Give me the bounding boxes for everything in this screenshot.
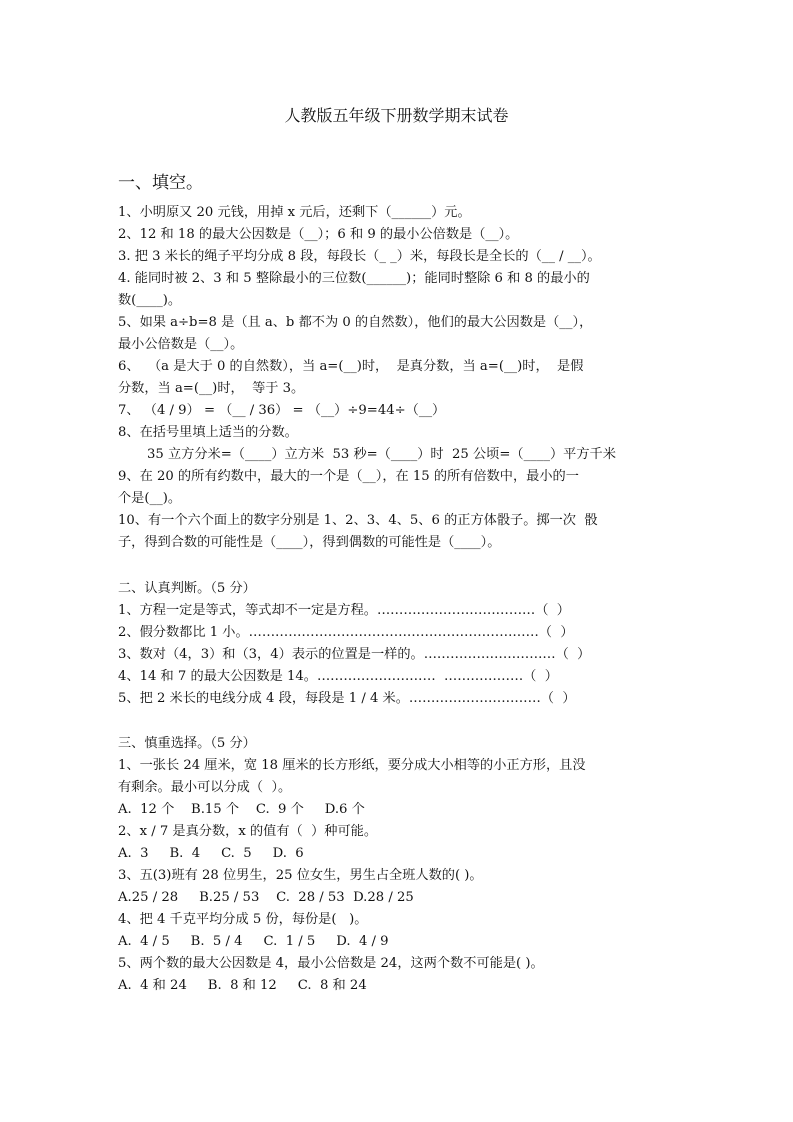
s1-line-5: 数(____)。 [118,293,182,308]
s3-line-11: A. 4 和 24 B. 8 和 12 C. 8 和 24 [118,978,367,993]
s1-line-11: 8、在括号里填上适当的分数。 [118,425,298,440]
s1-line-2: 2、12 和 18 的最大公因数是（__）；6 和 9 的最小公倍数是（__）。 [118,227,519,242]
section-3-heading: 三、慎重选择。（5 分） [118,736,256,751]
s1-line-1: 1、小明原又 20 元钱，用掉 x 元后，还剩下（______）元。 [118,205,471,220]
s3-line-1: 1、一张长 24 厘米，宽 18 厘米的长方形纸，要分成大小相等的小正方形，且没 [118,758,586,773]
s3-line-3: A. 12 个 B.15 个 C. 9 个 D.6 个 [118,802,365,817]
s3-line-5: A. 3 B. 4 C. 5 D. 6 [118,846,304,861]
s2-line-5: 5、把 2 米长的电线分成 4 段，每段是 1 / 4 米。…………………………（ ） [118,691,576,706]
s1-line-15: 10、有一个六个面上的数字分别是 1、2、3、4、5、6 的正方体骰子。掷一次 骰 [118,513,598,528]
s1-line-4: 4. 能同时被 2、3 和 5 整除最小的三位数(______)；能同时整除 6 和 8 的最小的 [118,271,590,286]
s2-line-4: 4、14 和 7 的最大公因数是 14。……………………… ………………（ ） [118,669,558,684]
s2-line-1: 1、方程一定是等式，等式却不一定是方程。………………………………（ ） [118,603,570,618]
section-1-heading: 一、填空。 [118,173,203,193]
s1-line-12: 35 立方分米=（____）立方米 53 秒=（____）时 25 公顷=（____）平方千米 [147,447,616,462]
s3-line-6: 3、五(3)班有 28 位男生，25 位女生，男生占全班人数的( )。 [118,868,483,883]
s3-line-2: 有剩余。最小可以分成（ ）。 [118,780,292,795]
s1-line-14: 个是(__)。 [118,491,182,506]
s1-line-10: 7、 （4 / 9） = （__ / 36） = （__）÷9=44÷（__） [118,403,446,418]
s3-line-10: 5、两个数的最大公因数是 4，最小公倍数是 24，这两个数不可能是( )。 [118,956,544,971]
section-2-heading: 二、认真判断。（5 分） [118,581,256,596]
s3-line-7: A.25 / 28 B.25 / 53 C. 28 / 53 D.28 / 25 [118,890,414,905]
s1-line-16: 子，得到合数的可能性是（____），得到偶数的可能性是（____）。 [118,535,501,550]
s1-line-13: 9、在 20 的所有约数中，最大的一个是（__），在 15 的所有倍数中，最小的一 [118,469,579,484]
s2-line-2: 2、假分数都比 1 小。…………………………………………………………（ ） [118,625,574,640]
s3-line-4: 2、x / 7 是真分数，x 的值有（ ）种可能。 [118,824,378,839]
page-title: 人教版五年级下册数学期末试卷 [284,106,509,125]
s3-line-8: 4、把 4 千克平均分成 5 份，每份是( )。 [118,912,368,927]
s1-line-9: 分数，当 a=(__)时， 等于 3。 [118,381,305,396]
s1-line-7: 最小公倍数是（__）。 [118,337,244,352]
s2-line-3: 3、数对（4，3）和（3，4）表示的位置是一样的。…………………………（ ） [118,647,591,662]
s1-line-3: 3. 把 3 米长的绳子平均分成 8 段，每段长（_ _）米，每段长是全长的（__ / __）。 [118,249,601,264]
s1-line-6: 5、如果 a÷b=8 是（且 a、b 都不为 0 的自然数），他们的最大公因数是（__）， [118,315,593,330]
s3-line-9: A. 4 / 5 B. 5 / 4 C. 1 / 5 D. 4 / 9 [118,934,389,949]
s1-line-8: 6、 （a 是大于 0 的自然数），当 a=(__)时， 是真分数，当 a=(__)时， 是假 [118,359,584,374]
